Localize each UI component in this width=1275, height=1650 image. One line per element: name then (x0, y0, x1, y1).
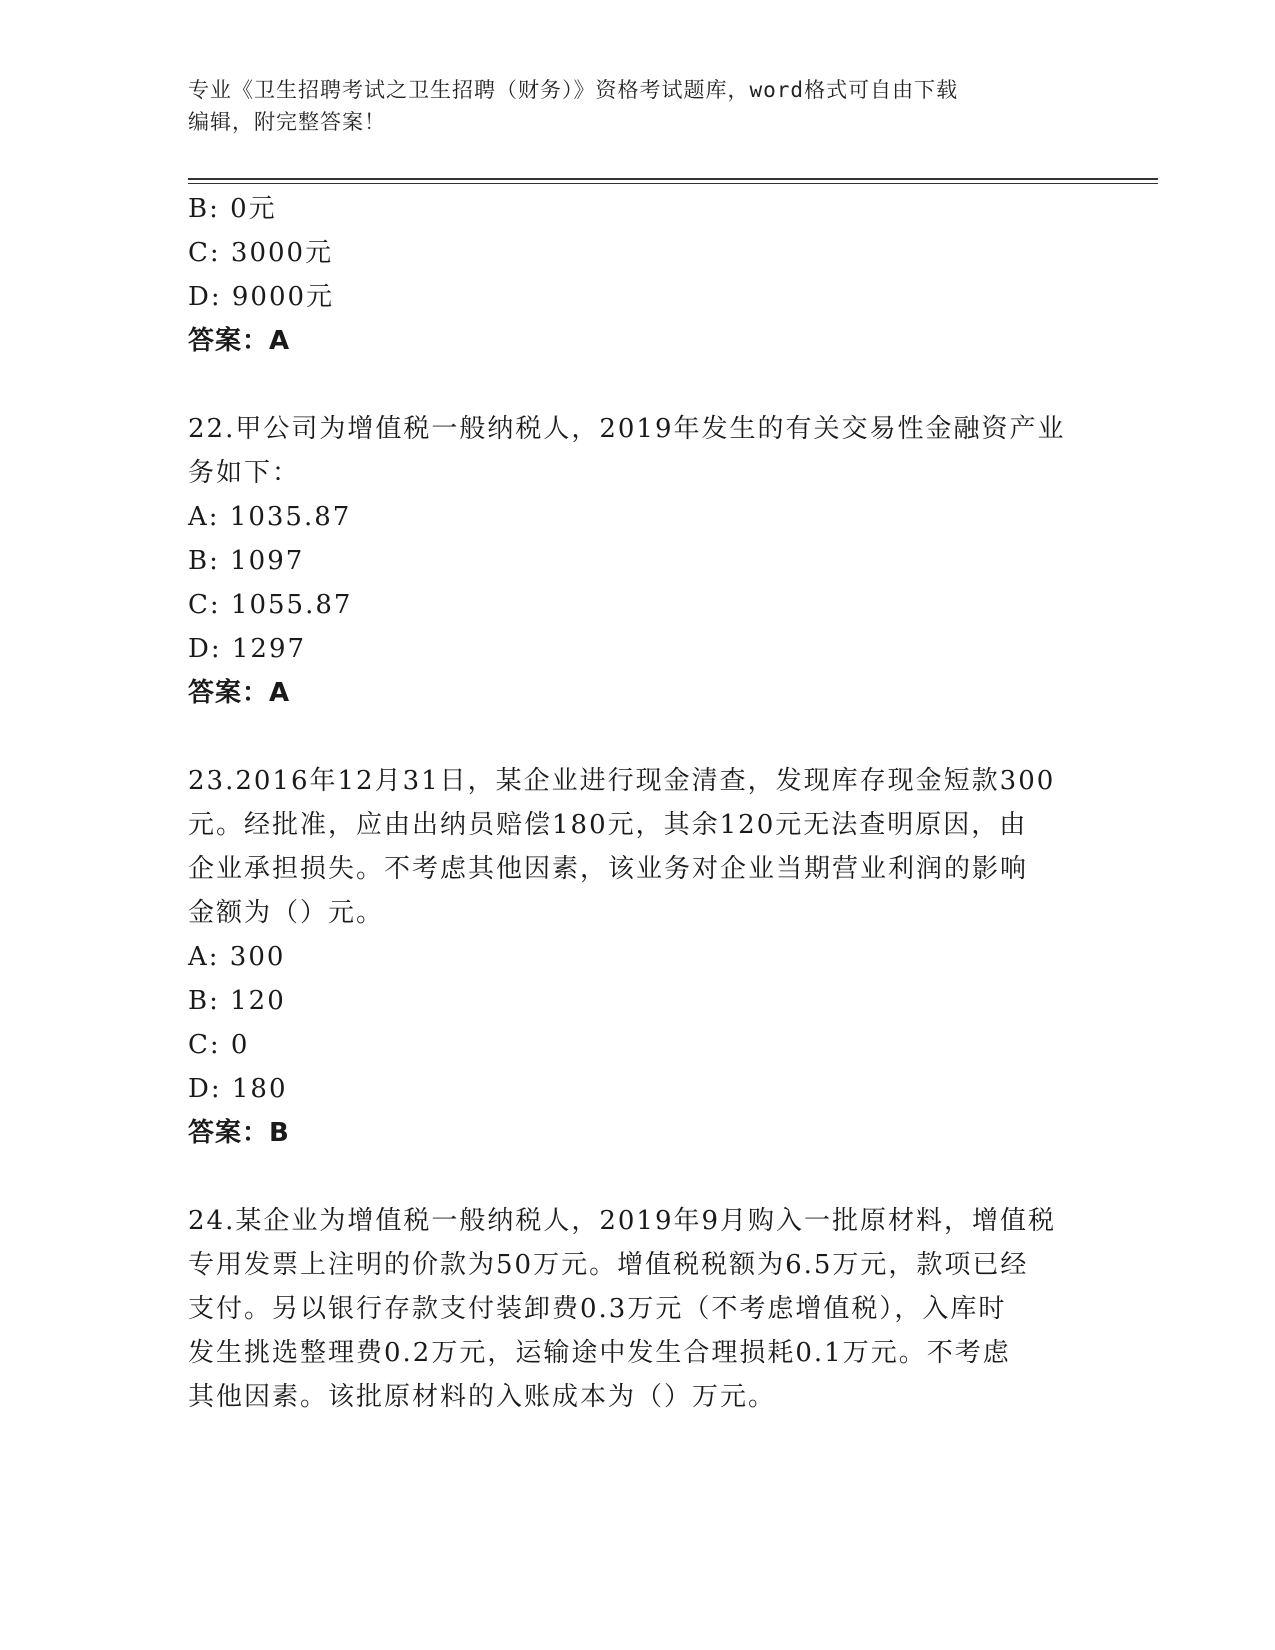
q23-stem-line-1: 23.2016年12月31日，某企业进行现金清查，发现库存现金短款300 (188, 766, 1056, 796)
q24-stem-line-3: 支付。另以银行存款支付装卸费0.3万元（不考虑增值税），入库时 (188, 1294, 1007, 1324)
q22-stem-line-2: 务如下： (188, 458, 301, 488)
q23-stem-line-3: 企业承担损失。不考虑其他因素，该业务对企业当期营业利润的影响 (188, 854, 1029, 884)
q24-stem-line-4: 发生挑选整理费0.2万元，运输途中发生合理损耗0.1万元。不考虑 (188, 1338, 1011, 1368)
q22-stem-line-1: 22.甲公司为增值税一般纳税人，2019年发生的有关交易性金融资产业 (188, 414, 1066, 444)
q21-option-d: D: 9000元 (188, 282, 335, 312)
q22-option-b: B: 1097 (188, 546, 305, 576)
header-line-1: 专业《卫生招聘考试之卫生招聘（财务）》资格考试题库，word格式可自由下载 (188, 78, 959, 102)
q22-answer: 答案：A (188, 678, 291, 708)
q22-option-d: D: 1297 (188, 634, 307, 664)
q23-option-b: B: 120 (188, 986, 286, 1016)
q21-option-b: B: 0元 (188, 194, 277, 224)
q22-option-c: C: 1055.87 (188, 590, 353, 620)
header-rule-thin (188, 183, 1158, 184)
header-rule-thick (188, 178, 1158, 180)
q23-answer: 答案：B (188, 1118, 290, 1148)
document-header (188, 74, 1088, 138)
q24-stem-line-2: 专用发票上注明的价款为50万元。增值税税额为6.5万元，款项已经 (188, 1250, 1029, 1280)
q23-stem-line-4: 金额为（）元。 (188, 898, 385, 928)
q21-option-c: C: 3000元 (188, 238, 334, 268)
q21-answer: 答案：A (188, 326, 291, 356)
q23-option-d: D: 180 (188, 1074, 288, 1104)
q24-stem-line-1: 24.某企业为增值税一般纳税人，2019年9月购入一批原材料，增值税 (188, 1206, 1057, 1236)
q23-option-c: C: 0 (188, 1030, 250, 1060)
q23-stem-line-2: 元。经批准，应由出纳员赔偿180元，其余120元无法查明原因，由 (188, 810, 1028, 840)
q24-stem-line-5: 其他因素。该批原材料的入账成本为（）万元。 (188, 1382, 777, 1412)
q22-option-a: A: 1035.87 (188, 502, 352, 532)
q23-option-a: A: 300 (188, 942, 286, 972)
header-line-2: 编辑，附完整答案！ (188, 110, 386, 134)
